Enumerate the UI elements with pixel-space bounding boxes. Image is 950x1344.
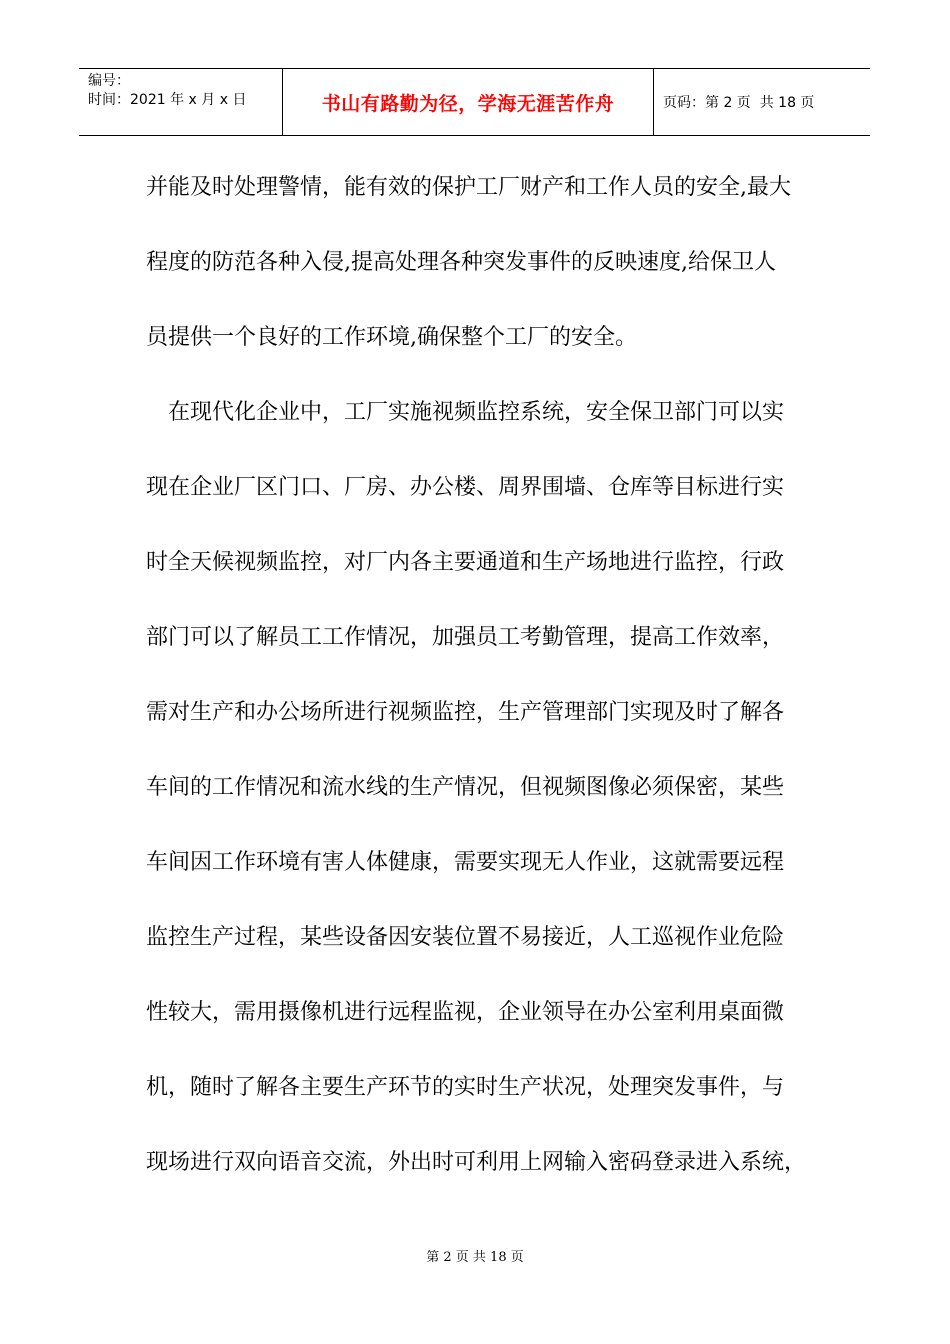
document-number-label: 编号： bbox=[88, 73, 130, 89]
text-line: 时全天候视频监控，对厂内各主要通道和生产场地进行监控，行政 bbox=[146, 550, 785, 575]
page-current: 第 2 页 bbox=[705, 95, 751, 111]
time-label: 时间： bbox=[88, 92, 130, 108]
text-line: 车间因工作环境有害人体健康，需要实现无人作业，这就需要远程 bbox=[146, 850, 785, 875]
time-value: 2021 年 x 月 x 日 bbox=[130, 92, 247, 108]
text-line: 部门可以了解员工工作情况，加强员工考勤管理，提高工作效率， bbox=[146, 625, 785, 650]
document-body bbox=[146, 150, 806, 1200]
header-motto-cell bbox=[283, 69, 654, 135]
text-line: 程度的防范各种入侵,提高处理各种突发事件的反映速度,给保卫人 bbox=[146, 250, 776, 275]
page-total: 共 18 页 bbox=[759, 95, 815, 111]
text-line: 现场进行双向语音交流，外出时可利用上网输入密码登录进入系统， bbox=[146, 1150, 807, 1175]
text-line: 需对生产和办公场所进行视频监控，生产管理部门实现及时了解各 bbox=[146, 700, 785, 725]
text-line: 监控生产过程，某些设备因安装位置不易接近，人工巡视作业危险 bbox=[146, 925, 785, 950]
header-page-cell bbox=[654, 69, 870, 135]
header-meta-cell bbox=[79, 69, 283, 135]
text-line: 员提供一个良好的工作环境,确保整个工厂的安全。 bbox=[146, 325, 637, 350]
text-line: 车间的工作情况和流水线的生产情况，但视频图像必须保密，某些 bbox=[146, 775, 785, 800]
header-motto: 书山有路勤为径，学海无涯苦作舟 bbox=[321, 92, 615, 115]
document-time bbox=[88, 91, 282, 110]
paragraph bbox=[146, 150, 806, 375]
text-line: 并能及时处理警情，能有效的保护工厂财产和工作人员的安全,最大 bbox=[146, 175, 791, 200]
text-line: 在现代化企业中，工厂实施视频监控系统，安全保卫部门可以实 bbox=[146, 400, 785, 425]
text-line: 机，随时了解各主要生产环节的实时生产状况，处理突发事件，与 bbox=[146, 1075, 785, 1100]
document-header bbox=[79, 68, 870, 136]
text-line: 现在企业厂区门口、厂房、办公楼、周界围墙、仓库等目标进行实 bbox=[146, 475, 785, 500]
paragraph bbox=[146, 375, 806, 1200]
page-label: 页码： bbox=[663, 95, 705, 111]
text-line: 性较大，需用摄像机进行远程监视，企业领导在办公室利用桌面微 bbox=[146, 1000, 785, 1025]
page-footer: 第 2 页 共 18 页 bbox=[426, 1250, 524, 1265]
